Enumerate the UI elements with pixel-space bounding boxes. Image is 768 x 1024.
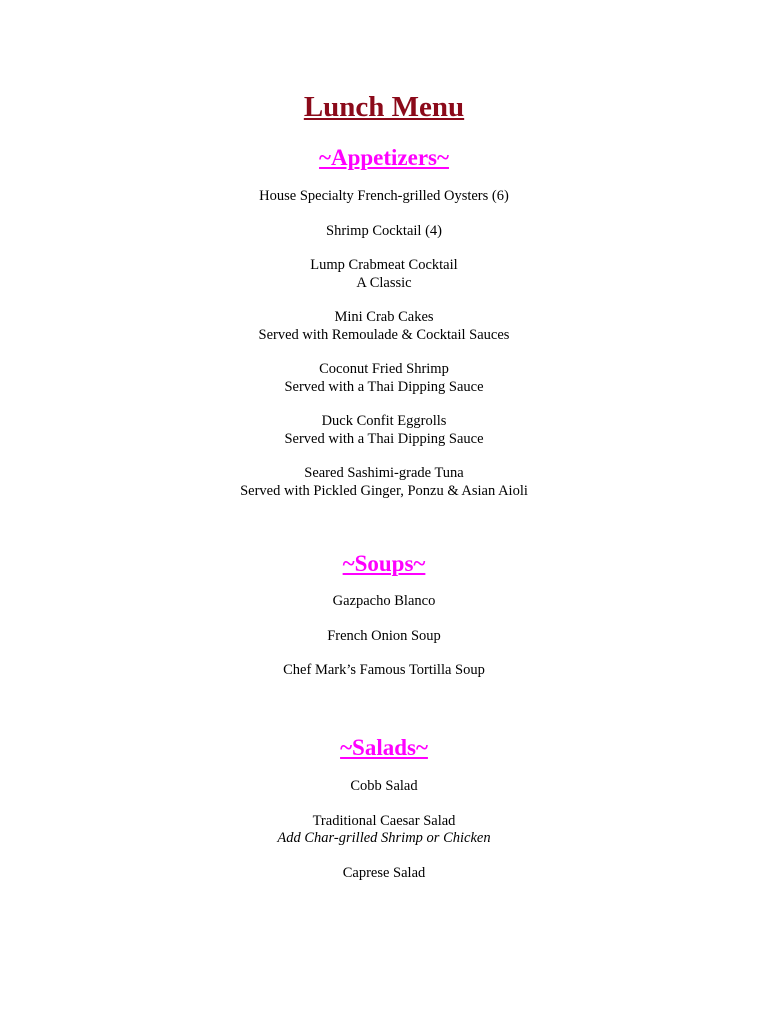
salads-heading: ~Salads~: [340, 735, 428, 760]
item-name: Cobb Salad: [350, 778, 418, 794]
soups-list: [0, 593, 768, 697]
list-item: [0, 188, 768, 206]
list-item: [0, 813, 768, 848]
item-name: French Onion Soup: [327, 627, 441, 644]
item-name: Duck Confit Eggrolls: [321, 413, 447, 429]
list-item: [0, 257, 768, 292]
item-description: Served with a Thai Dipping Sauce: [284, 430, 484, 447]
item-description: Served with Remoulade & Cocktail Sauces: [258, 326, 510, 343]
list-item: [0, 465, 768, 500]
appetizers-heading: ~Appetizers~: [319, 145, 449, 170]
item-name: Shrimp Cocktail (4): [326, 222, 442, 239]
item-note: Add Char-grilled Shrimp or Chicken: [277, 830, 491, 846]
list-item: [0, 361, 768, 396]
item-name: Chef Mark’s Famous Tortilla Soup: [283, 662, 485, 678]
item-description: Served with Pickled Ginger, Ponzu & Asian Aioli: [240, 482, 528, 499]
list-item: [0, 778, 768, 796]
item-name: Seared Sashimi-grade Tuna: [304, 465, 464, 481]
list-item: [0, 662, 768, 680]
list-item: [0, 865, 768, 883]
salads-list: [0, 778, 768, 899]
menu-title: Lunch Menu: [303, 91, 465, 123]
item-name: Gazpacho Blanco: [332, 593, 436, 609]
soups-heading: ~Soups~: [342, 551, 426, 576]
item-name: House Specialty French-grilled Oysters (6): [259, 188, 509, 204]
item-name: Coconut Fried Shrimp: [319, 361, 449, 377]
list-item: [0, 413, 768, 448]
list-item: [0, 309, 768, 344]
item-description: Served with a Thai Dipping Sauce: [284, 378, 484, 395]
list-item: [0, 593, 768, 611]
item-name: Mini Crab Cakes: [334, 309, 434, 325]
list-item: [0, 223, 768, 241]
item-name: Lump Crabmeat Cocktail: [310, 257, 458, 273]
list-item: [0, 628, 768, 646]
item-name: Caprese Salad: [342, 864, 426, 881]
appetizers-list: [0, 188, 768, 517]
item-name: Traditional Caesar Salad: [312, 812, 456, 829]
item-description: A Classic: [356, 274, 412, 291]
